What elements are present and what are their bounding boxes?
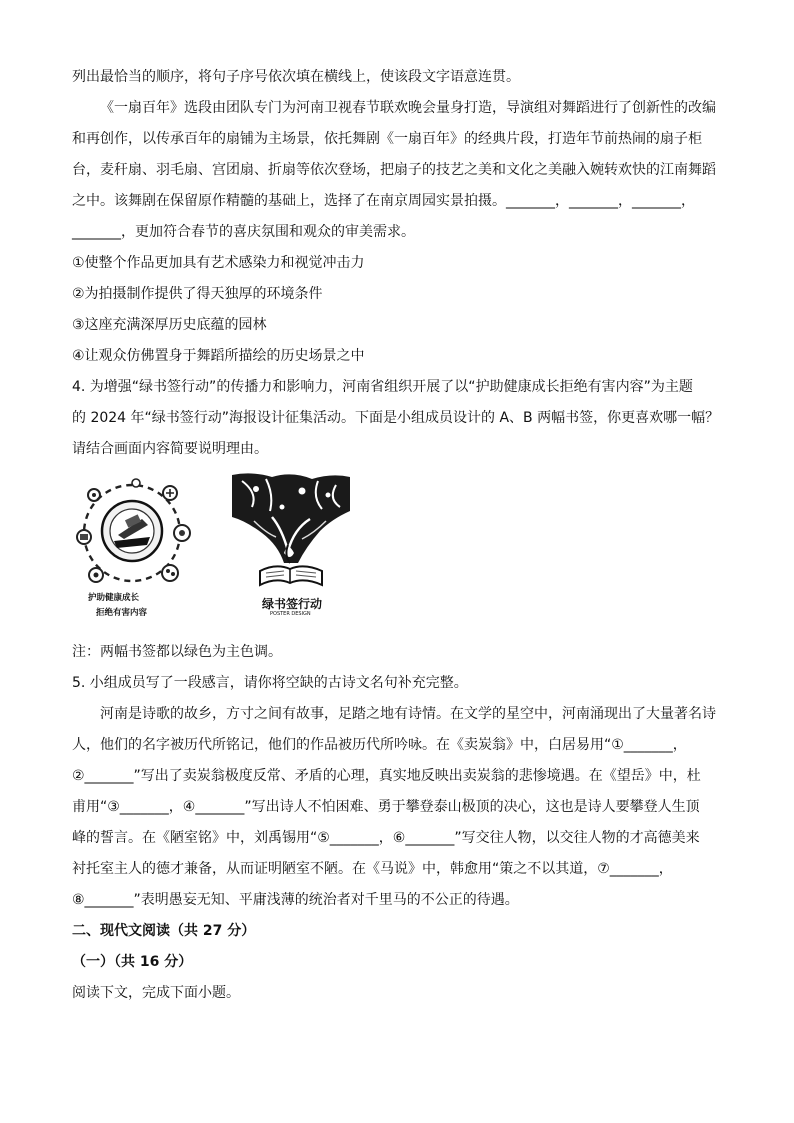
bookmark-b-subcaption: POSTER DESIGN bbox=[270, 611, 311, 617]
bookmark-b-illustration bbox=[232, 471, 350, 597]
question-4-line: 的 2024 年“绿书签行动”海报设计征集活动。下面是小组成员设计的 A、B 两幅书签，你更喜欢哪一幅？ bbox=[72, 410, 720, 426]
reading-instruction: 阅读下文，完成下面小题。 bbox=[72, 985, 240, 1001]
paragraph-line: 和再创作，以传承百年的扇铺为主场景，依托舞剧《一扇百年》的经典片段，打造年节前热闹的扇子柜 bbox=[72, 131, 702, 147]
paragraph-line: ②_______”写出了卖炭翁极度反常、矛盾的心理，真实地反映出卖炭翁的悲惨境遇。在《望岳》中，杜 bbox=[72, 768, 701, 784]
document-page bbox=[72, 62, 724, 1009]
question-4-line: 请结合画面内容简要说明理由。 bbox=[72, 441, 268, 457]
section-heading: 二、现代文阅读（共 27 分） bbox=[72, 923, 256, 939]
paragraph-line: 之中。该舞剧在保留原作精髓的基础上，选择了在南京周园实景拍摄。_______，_______，_______， bbox=[72, 193, 695, 209]
question-4-line: 4. 为增强“绿书签行动”的传播力和影响力，河南省组织开展了以“护助健康成长拒绝有害内容”为主题 bbox=[72, 379, 693, 395]
paragraph-line: 甫用“③_______，④_______”写出诗人不怕困难、勇于攀登泰山极顶的决心，这也是诗人要攀登人生顶 bbox=[72, 799, 700, 815]
paragraph-line: 河南是诗歌的故乡，方寸之间有故事，足踏之地有诗情。在文学的星空中，河南涌现出了大量著名诗 bbox=[100, 706, 716, 722]
paragraph-line: 峰的誓言。在《陋室铭》中，刘禹锡用“⑤_______，⑥_______”写交往人物，以交往人物的才高德美来 bbox=[72, 830, 700, 846]
bookmark-a-image bbox=[72, 475, 194, 623]
bookmark-a-caption-line1: 护助健康成长 bbox=[88, 593, 140, 603]
question-5-title: 5. 小组成员写了一段感言，请你将空缺的古诗文名句补充完整。 bbox=[72, 675, 468, 691]
bookmark-a-caption-line2: 拒绝有害内容 bbox=[96, 608, 148, 618]
paragraph-line: 衬托室主人的德才兼备，从而证明陋室不陋。在《马说》中，韩愈用“策之不以其道，⑦_______， bbox=[72, 861, 673, 877]
intro-line: 列出最恰当的顺序，将句子序号依次填在横线上，使该段文字语意连贯。 bbox=[72, 69, 520, 85]
option-item: ②为拍摄制作提供了得天独厚的环境条件 bbox=[72, 286, 323, 302]
paragraph-line: 《一扇百年》选段由团队专门为河南卫视春节联欢晚会量身打造，导演组对舞蹈进行了创新性的改编 bbox=[100, 100, 716, 116]
subsection-heading: （一）（共 16 分） bbox=[72, 954, 193, 970]
option-item: ④让观众仿佛置身于舞蹈所描绘的历史场景之中 bbox=[72, 348, 365, 364]
bookmark-figures bbox=[72, 471, 724, 633]
note-line: 注：两幅书签都以绿色为主色调。 bbox=[72, 644, 282, 660]
bookmark-b-image bbox=[232, 471, 350, 621]
bookmark-b-caption: 绿书签行动 bbox=[262, 597, 323, 611]
paragraph-line: 台，麦秆扇、羽毛扇、宫团扇、折扇等依次登场，把扇子的技艺之美和文化之美融入婉转欢快的江南舞蹈 bbox=[72, 162, 716, 178]
bookmark-a-illustration bbox=[72, 475, 194, 593]
option-item: ③这座充满深厚历史底蕴的园林 bbox=[72, 317, 267, 333]
paragraph-line: 人，他们的名字被历代所铭记，他们的作品被历代所吟咏。在《卖炭翁》中，白居易用“①_______， bbox=[72, 737, 687, 753]
paragraph-line: _______，更加符合春节的喜庆氛围和观众的审美需求。 bbox=[72, 224, 415, 240]
option-item: ①使整个作品更加具有艺术感染力和视觉冲击力 bbox=[72, 255, 365, 271]
paragraph-line: ⑧_______”表明愚妄无知、平庸浅薄的统治者对千里马的不公正的待遇。 bbox=[72, 892, 519, 908]
